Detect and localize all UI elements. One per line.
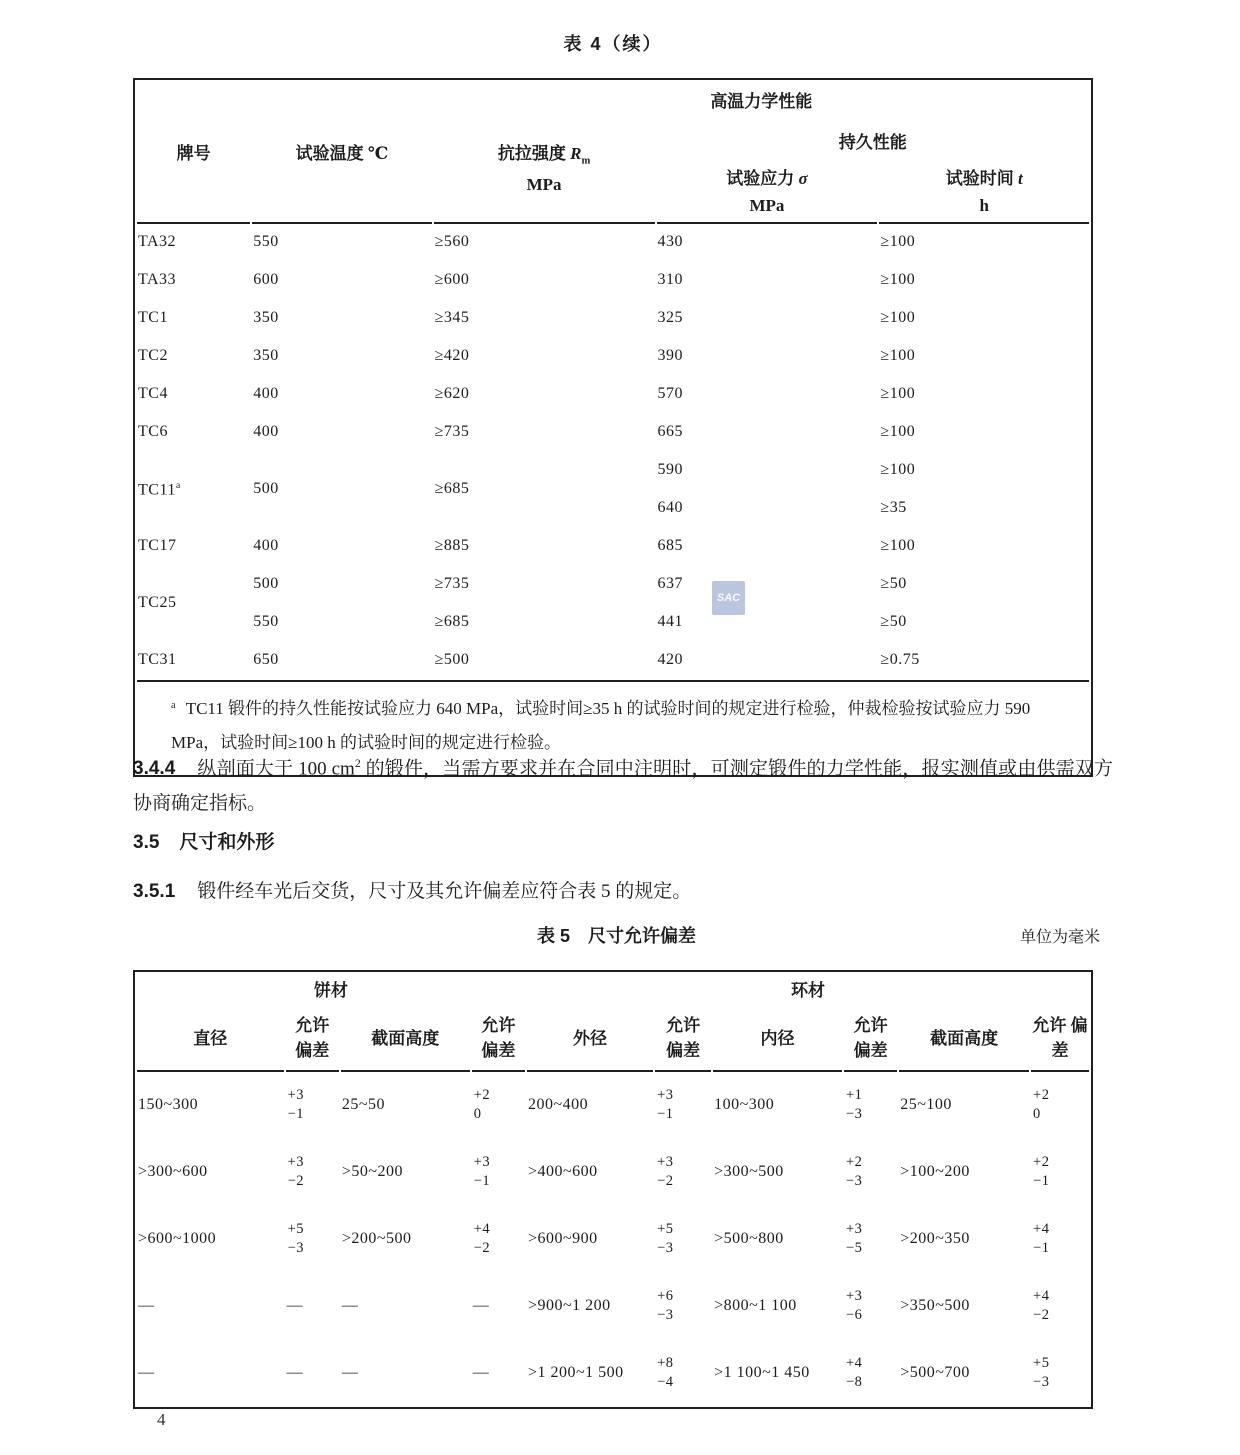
time-label: 试验时间 <box>945 169 1018 188</box>
range-cell: 100~300 <box>713 1070 842 1137</box>
empty-cell: — <box>286 1296 304 1314</box>
tolerance-cell: +3 −1 <box>286 1070 339 1137</box>
range-cell: >350~500 <box>900 1296 970 1314</box>
value-cell: ≥100 <box>880 309 916 327</box>
empty-cell: — <box>138 1296 155 1314</box>
table-row <box>137 528 1089 564</box>
t4-header-grade: 牌号 <box>176 143 211 163</box>
cm-squared-superscript: 2 <box>354 757 361 770</box>
heading-3-5 <box>133 827 274 854</box>
grade-cell: TC25 <box>138 594 177 612</box>
time-unit: h <box>979 196 989 216</box>
table5-label: 表 5 <box>536 926 571 946</box>
value-cell: ≥100 <box>880 423 916 441</box>
tolerance-cell: +4 −2 <box>473 1221 491 1256</box>
tensile-unit: MPa <box>526 174 562 194</box>
t4-header-test-stress <box>657 164 878 220</box>
tolerance-cell: +5 −3 <box>287 1221 305 1256</box>
column-header: 允许 偏差 <box>666 1016 701 1060</box>
value-cell: ≥620 <box>434 385 470 403</box>
range-cell: 200~400 <box>527 1070 653 1137</box>
value-cell: 420 <box>657 651 684 669</box>
clause-number: 3.4.4 <box>133 758 176 780</box>
value-cell: ≥560 <box>434 222 655 260</box>
range-cell: >500~800 <box>714 1229 784 1247</box>
value-cell: 310 <box>657 271 684 289</box>
value-cell: 430 <box>657 222 878 260</box>
page-number: 4 <box>157 1410 166 1429</box>
tensile-symbol: R <box>570 144 582 164</box>
time-symbol: t <box>1017 169 1023 188</box>
table5-title <box>537 922 696 948</box>
value-cell: 441 <box>657 613 684 631</box>
grade-cell: TC2 <box>138 347 168 365</box>
tolerance-cell: +3 −6 <box>845 1288 863 1323</box>
range-cell: >1 200~1 500 <box>527 1363 624 1381</box>
range-cell: 25~50 <box>341 1070 470 1137</box>
value-cell: ≥685 <box>434 613 470 631</box>
value-cell: 390 <box>657 347 684 365</box>
value-cell: ≥735 <box>434 423 470 441</box>
tolerance-cell: +5 −3 <box>657 1221 674 1256</box>
tolerance-cell: +3 −1 <box>473 1154 491 1189</box>
paragraph-3-5-1 <box>133 874 1113 909</box>
paragraph-3-4-4 <box>133 746 1113 821</box>
empty-cell: — <box>341 1363 359 1381</box>
tensile-subscript: m <box>581 155 591 167</box>
table5-caption-row <box>133 922 1100 948</box>
t4-header-test-temperature: 试验温度 ℃ <box>295 143 389 163</box>
t4-header-tensile-strength <box>434 118 655 220</box>
table5-unit-note: 单位为毫米 <box>1019 929 1100 946</box>
value-cell: 550 <box>253 613 279 631</box>
tolerance-cell: +4 −8 <box>845 1355 863 1390</box>
value-cell: 570 <box>657 385 684 403</box>
footnote-marker: a <box>171 699 176 711</box>
t4-header-test-time <box>879 164 1089 220</box>
value-cell: 350 <box>253 347 279 365</box>
value-cell: 500 <box>253 575 279 593</box>
value-cell: 637 <box>657 575 684 593</box>
value-cell: 600 <box>253 271 279 289</box>
value-cell: ≥685 <box>434 480 470 498</box>
value-cell: ≥735 <box>434 575 470 593</box>
range-cell: 150~300 <box>137 1070 284 1137</box>
range-cell: >500~700 <box>900 1363 970 1381</box>
table-row <box>137 642 1089 678</box>
value-cell: 685 <box>657 537 684 555</box>
value-cell: 500 <box>253 480 279 498</box>
sac-watermark: SAC <box>712 581 745 615</box>
value-cell: 590 <box>657 461 684 479</box>
footnote-text: TC11 锻件的持久性能按试验应力 640 MPa，试验时间≥35 h 的试验时间的规定进行检验，仲裁检验按试验应力 590 MPa，试验时间≥100 h 的试验时间的规定进行检验。 <box>171 699 1031 752</box>
value-cell: ≥0.75 <box>880 651 920 669</box>
t4-header-high-temp-properties: 高温力学性能 <box>710 91 813 111</box>
value-cell: ≥600 <box>434 271 470 289</box>
value-cell: ≥100 <box>880 461 916 479</box>
grade-cell: TC4 <box>138 385 168 403</box>
range-cell: >100~200 <box>900 1162 970 1180</box>
range-cell: >400~600 <box>527 1162 598 1180</box>
value-cell: 350 <box>253 309 279 327</box>
tolerance-cell: +3 −1 <box>655 1070 711 1137</box>
value-cell: ≥100 <box>880 537 916 555</box>
value-cell: ≥35 <box>880 499 907 517</box>
range-cell: >900~1 200 <box>527 1296 611 1314</box>
clause-number: 3.5 <box>133 832 160 853</box>
range-cell: >600~900 <box>527 1229 598 1247</box>
value-cell: 400 <box>253 385 279 403</box>
value-cell: 640 <box>657 499 684 517</box>
value-cell: 400 <box>253 423 279 441</box>
range-cell: >50~200 <box>341 1162 404 1180</box>
range-cell: 25~100 <box>899 1070 1029 1137</box>
table-row <box>137 338 1089 374</box>
clause-text: 锻件经车光后交货，尺寸及其允许偏差应符合表 5 的规定。 <box>197 881 692 902</box>
value-cell: 325 <box>657 309 684 327</box>
tolerance-cell: +2 0 <box>1031 1070 1089 1137</box>
grade-cell: TC1 <box>138 309 168 327</box>
value-cell: ≥50 <box>880 575 907 593</box>
range-cell: >800~1 100 <box>714 1296 797 1314</box>
table-row <box>137 262 1089 298</box>
column-header: 允许 偏差 <box>853 1016 888 1060</box>
clause-text: 的锻件，当需方要求并在合同中注明时，可测定锻件的力学性能，报实测值或由供需双方协商确定指标。 <box>133 758 1113 815</box>
tolerance-cell: +3 −5 <box>845 1221 863 1256</box>
tolerance-cell: +5 −3 <box>1033 1355 1050 1390</box>
stress-symbol: σ <box>798 169 808 188</box>
value-cell: ≥100 <box>880 271 916 289</box>
range-cell: >600~1000 <box>138 1229 217 1247</box>
value-cell: 550 <box>252 222 431 260</box>
table-row <box>137 1206 1089 1271</box>
value-cell: ≥885 <box>434 537 470 555</box>
tolerance-cell: +8 −4 <box>657 1355 674 1390</box>
range-cell: >300~500 <box>714 1162 784 1180</box>
tolerance-cell: +3 −2 <box>287 1154 305 1189</box>
t4-header-endurance: 持久性能 <box>838 132 907 152</box>
table-row <box>137 1070 1089 1137</box>
tolerance-cell: +2 −1 <box>1033 1154 1050 1189</box>
tolerance-cell: +1 −3 <box>844 1070 897 1137</box>
table-row <box>137 452 1089 488</box>
clause-number: 3.5.1 <box>133 881 176 902</box>
column-header: 允许 偏差 <box>1032 1016 1088 1060</box>
column-header: 内径 <box>760 1028 795 1048</box>
tolerance-cell: +6 −3 <box>657 1288 674 1323</box>
tolerance-cell: +2 0 <box>472 1070 525 1137</box>
column-header: 外径 <box>573 1028 608 1048</box>
stress-unit: MPa <box>749 196 785 216</box>
grade-cell: TC17 <box>138 537 177 555</box>
table4-title: 表 4（续） <box>563 34 663 54</box>
column-header: 截面高度 <box>930 1028 999 1048</box>
value-cell: ≥100 <box>880 347 916 365</box>
stress-label: 试验应力 <box>726 169 799 188</box>
tolerance-cell: +3 −2 <box>657 1154 674 1189</box>
value-cell: ≥100 <box>879 222 1089 260</box>
value-cell: 400 <box>253 537 279 555</box>
table-row <box>137 414 1089 450</box>
tensile-label: 抗拉强度 <box>497 144 571 164</box>
range-cell: >200~500 <box>341 1229 412 1247</box>
table-row <box>137 1340 1089 1405</box>
range-cell: >1 100~1 450 <box>714 1363 810 1381</box>
value-cell: ≥420 <box>434 347 470 365</box>
range-cell: >200~350 <box>900 1229 970 1247</box>
table-row <box>137 222 1089 260</box>
clause-text: 纵剖面大于 100 cm <box>197 758 355 780</box>
table5-caption: 尺寸允许偏差 <box>588 926 697 946</box>
value-cell: ≥500 <box>434 651 470 669</box>
column-group-header: 环材 <box>790 980 825 1000</box>
table-row <box>137 566 1089 602</box>
table-row <box>137 300 1089 336</box>
heading-title: 尺寸和外形 <box>179 832 275 853</box>
column-header: 直径 <box>193 1028 228 1048</box>
grade-cell: TA32 <box>137 222 250 260</box>
empty-cell: — <box>138 1363 155 1381</box>
table-row <box>137 376 1089 412</box>
tolerance-cell: +4 −1 <box>1033 1221 1050 1256</box>
table-row <box>137 604 1089 640</box>
grade-cell: TC31 <box>138 651 177 669</box>
grade-cell: TA33 <box>138 271 177 289</box>
value-cell: ≥345 <box>434 309 470 327</box>
table-row <box>137 1273 1089 1338</box>
tolerance-cell: +2 −3 <box>845 1154 863 1189</box>
tolerance-cell: +4 −2 <box>1033 1288 1050 1323</box>
column-header: 截面高度 <box>371 1028 440 1048</box>
value-cell: 650 <box>253 651 279 669</box>
empty-cell: — <box>286 1363 304 1381</box>
column-header: 允许 偏差 <box>481 1016 516 1060</box>
grade-cell: TC6 <box>138 423 168 441</box>
column-group-header: 饼材 <box>313 980 348 1000</box>
table5 <box>133 970 1093 1409</box>
empty-cell: — <box>472 1363 490 1381</box>
table-row <box>137 1139 1089 1204</box>
value-cell: ≥100 <box>880 385 916 403</box>
column-header: 允许 偏差 <box>295 1016 330 1060</box>
table4 <box>133 78 1093 780</box>
value-cell: ≥50 <box>880 613 907 631</box>
range-cell: >300~600 <box>138 1162 208 1180</box>
empty-cell: — <box>341 1296 359 1314</box>
value-cell: 665 <box>657 423 684 441</box>
empty-cell: — <box>472 1296 490 1314</box>
grade-cell: TC11$^a$ <box>138 479 181 499</box>
